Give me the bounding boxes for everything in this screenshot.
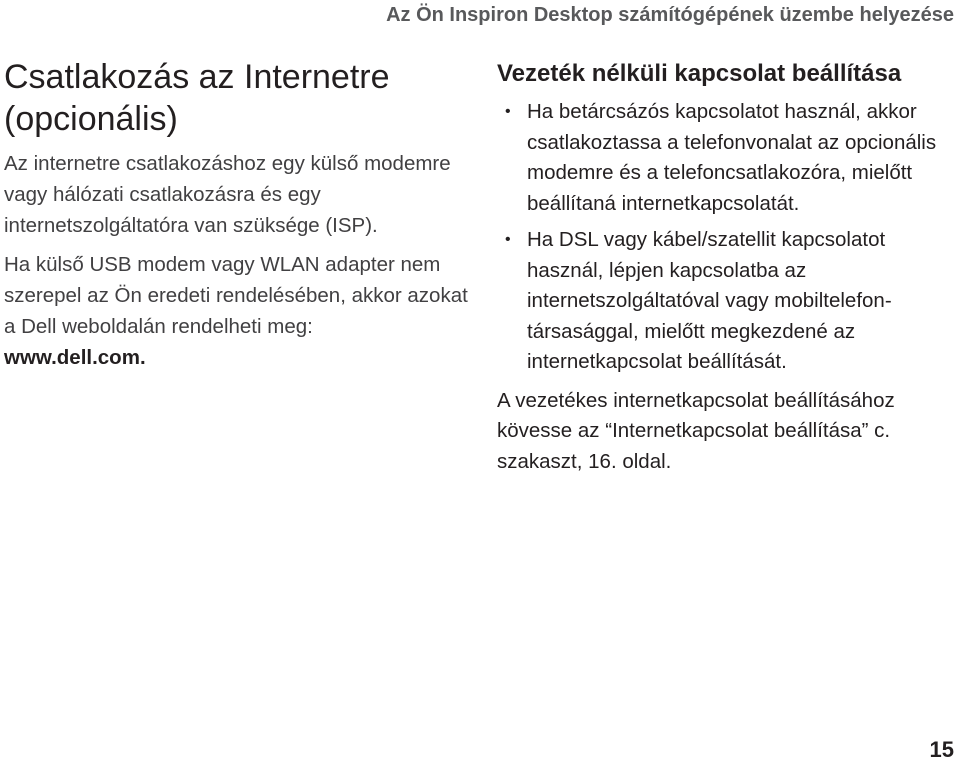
section-title: [4, 56, 474, 140]
bullet-icon: •: [505, 103, 511, 120]
left-column: [4, 56, 474, 373]
wired-connection-paragraph: A vezetékes internetkapcsolat beállításához kövesse az “Internetkapcsolat beállítása” c. szakaszt, 16. oldal.: [497, 388, 895, 473]
bullet-icon: •: [505, 231, 511, 248]
bullet-list: [497, 97, 953, 378]
url-period: .: [139, 346, 146, 369]
section-title-line1: Csatlakozás az Internetre: [4, 58, 390, 96]
bullet-text-dialup: Ha betárcsázós kapcsolatot használ, akkor csatlakoztassa a telefonvonalat az opcionális modemre és a telefoncsatlakozóra, mielőtt beállítaná internetkapcsolatát.: [527, 100, 937, 215]
running-header: Az Ön Inspiron Desktop számítógépének üzembe helyezése: [386, 4, 954, 26]
dell-website-link[interactable]: www.dell.com: [4, 346, 140, 369]
order-paragraph-text: Ha külső USB modem vagy WLAN adapter nem szerepel az Ön eredeti rendelésében, akkor azokat a Dell weboldalán rendelheti meg:: [4, 253, 468, 338]
section-title-line2: (opcionális): [4, 100, 178, 138]
list-item: [497, 97, 953, 219]
list-item: [497, 225, 953, 378]
wireless-section-heading: Vezeték nélküli kapcsolat beállítása: [497, 60, 902, 87]
page-number: 15: [929, 737, 954, 762]
bullet-text-dsl: Ha DSL vagy kábel/szatellit kapcsolatot használ, lépjen kapcsolatba az internetszolgáltatóval vagy mobiltelefon-társasággal, mielőtt megkezdené az internetkapcsolat beállítását.: [527, 228, 892, 373]
order-paragraph: [4, 249, 474, 373]
intro-paragraph: Az internetre csatlakozáshoz egy külső modemre vagy hálózati csatlakozásra és egy internetszolgáltatóra van szüksége (ISP).: [4, 152, 451, 237]
right-column: [497, 57, 953, 477]
